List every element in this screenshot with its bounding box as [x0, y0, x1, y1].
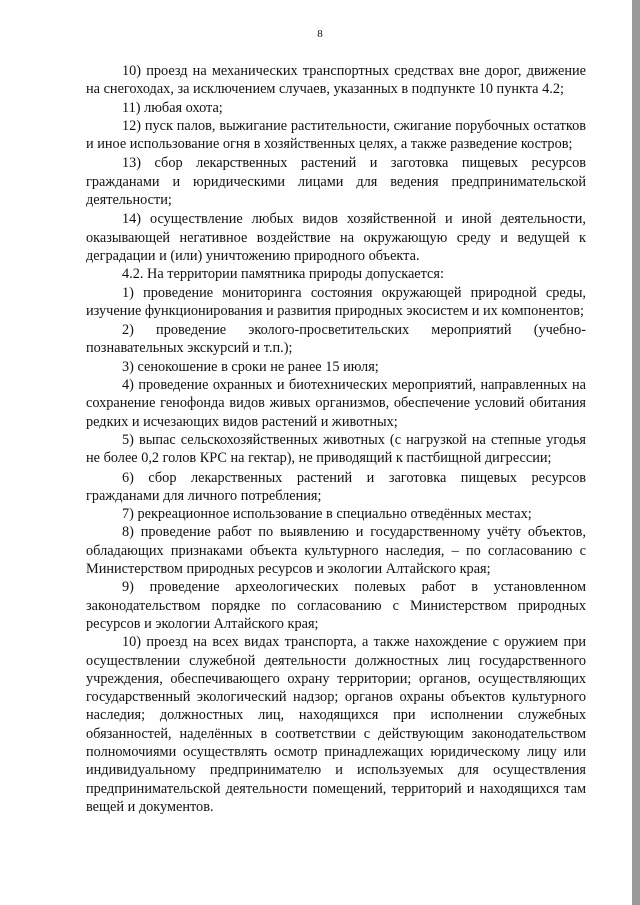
paragraph-allowed-personal-harvesting: 6) сбор лекарственных растений и заготовка пищевых ресурсов гражданами для личного потребления; [86, 469, 586, 504]
paragraph-allowed-monitoring: 1) проведение мониторинга состояния окружающей природной среды, изучение функционирования и развития природных экосистем и их компонентов; [86, 284, 586, 319]
scan-edge-shadow [632, 0, 640, 905]
page-number: 8 [317, 28, 323, 40]
paragraph-ban-offroad-driving: 10) проезд на механических транспортных средствах вне дорог, движение на снегоходах, за исключением случаев, указанных в подпункте 10 пункта 4.2; [86, 63, 586, 98]
paragraph-ban-commercial-harvesting: 13) сбор лекарственных растений и заготовка пищевых ресурсов гражданами и юридическими лицами для ведения предпринимательской деятельности; [86, 155, 586, 209]
paragraph-allowed-official-transport: 10) проезд на всех видах транспорта, а также нахождение с оружием при осуществлении служебной деятельности должностных лиц государственного учреждения, обеспечивающего охрану территории; органов, осуществляющих государственный экологический надзор; органов охраны объектов культурного наследия; должностных лиц, находящихся при исполнении служебных обязанностей, наделённых в соответствии с действующим законодательством полномочиями осуществлять осмотр принадлежащих юридическому лицу или индивидуальному предпринимателю и используемых для осуществления предпринимательской деятельности помещений, территорий и находящихся там вещей и документов. [86, 634, 586, 815]
paragraph-allowed-heritage-survey: 8) проведение работ по выявлению и государственному учёту объектов, обладающих признаками объекта культурного наследия, – по согласованию с Министерством природных ресурсов и экологии Алтайского края; [86, 524, 586, 578]
paragraph-allowed-education: 2) проведение эколого-просветительских мероприятий (учебно-познавательных экскурсий и т.п.); [86, 322, 586, 357]
paragraph-allowed-recreation: 7) рекреационное использование в специально отведённых местах; [122, 506, 532, 523]
paragraph-ban-harmful-activity: 14) осуществление любых видов хозяйственной и иной деятельности, оказывающей негативное воздействие на окружающую среду и ведущей к деградации и (или) уничтожению природного объекта. [86, 211, 586, 264]
section-heading-allowed: 4.2. На территории памятника природы допускается: [122, 266, 444, 283]
paragraph-ban-burning: 12) пуск палов, выжигание растительности, сжигание порубочных остатков и иное использование огня в хозяйственных целях, а также разведение костров; [86, 117, 586, 153]
paragraph-allowed-protection: 4) проведение охранных и биотехнических мероприятий, направленных на сохранение генофонда видов живых организмов, обеспечение условий обитания редких и исчезающих видов растений и животных; [86, 377, 586, 430]
paragraph-allowed-archaeology: 9) проведение археологических полевых работ в установленном законодательством порядке по согласованию с Министерством природных ресурсов и экологии Алтайского края; [86, 579, 586, 632]
document-body [86, 62, 586, 816]
paragraph-ban-hunting: 11) любая охота; [122, 99, 223, 116]
paragraph-allowed-grazing: 5) выпас сельскохозяйственных животных (с нагрузкой на степные угодья не более 0,2 голов КРС на гектар), не приводящий к пастбищной дигрессии; [86, 431, 586, 467]
paragraph-allowed-haymaking: 3) сенокошение в сроки не ранее 15 июля; [122, 358, 379, 375]
